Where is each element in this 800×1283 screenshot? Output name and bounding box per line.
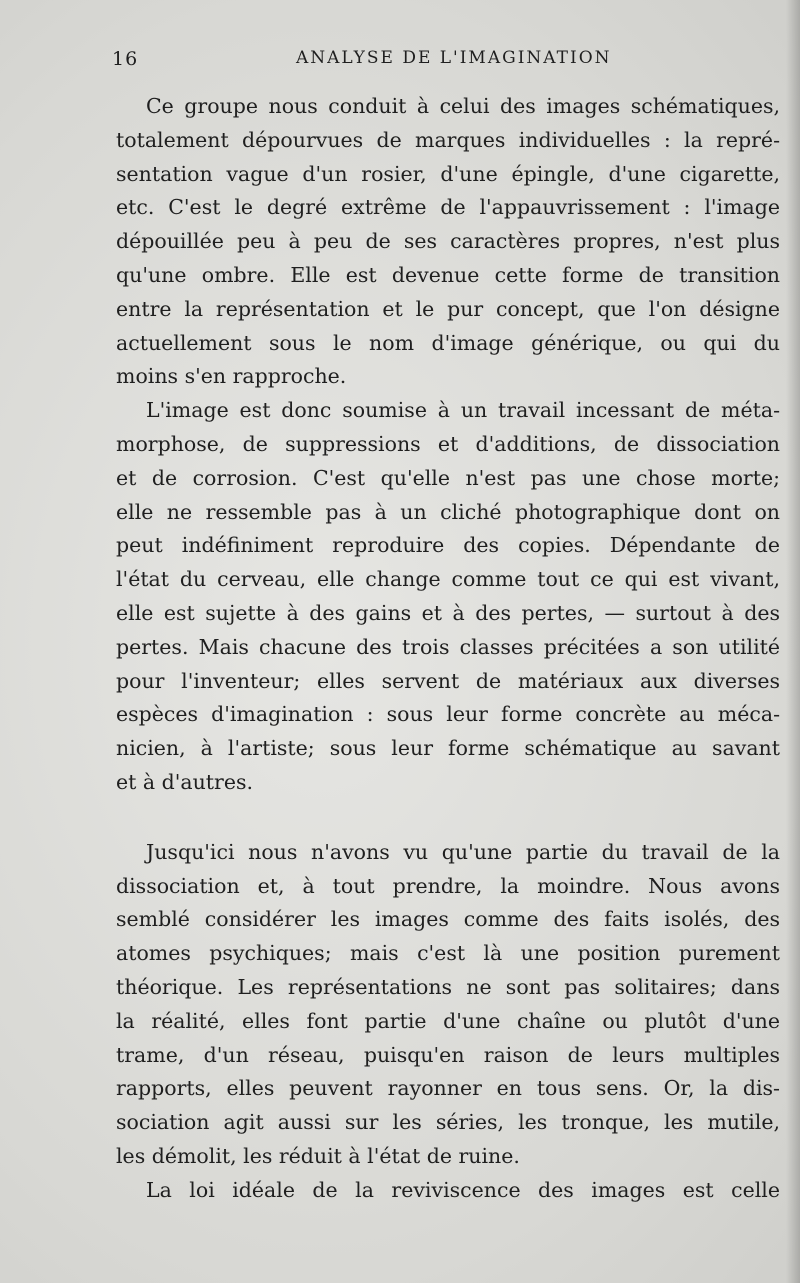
text-line: atomes psychiques; mais c'est là une position purement [116, 941, 780, 966]
text-line: qu'une ombre. Elle est devenue cette forme de transition [116, 262, 780, 287]
text-line: Ce groupe nous conduit à celui des images schématiques, [146, 94, 780, 118]
text-line: dissociation et, à tout prendre, la moindre. Nous avons [116, 873, 780, 898]
text-line: totalement dépourvues de marques individuelles : la repré- [116, 127, 780, 152]
paragraph [116, 1174, 780, 1208]
text-line: les démolit, les réduit à l'état de ruine. [116, 1143, 520, 1168]
text-line: entre la représentation et le pur concept, que l'on désigne [116, 296, 780, 321]
text-line: pertes. Mais chacune des trois classes précitées a son utilité [116, 634, 780, 659]
text-line: etc. C'est le degré extrême de l'appauvrissement : l'image [116, 195, 780, 220]
text-line: rapports, elles peuvent rayonner en tous sens. Or, la dis- [116, 1076, 780, 1101]
paragraph [116, 394, 780, 800]
paragraph [116, 90, 780, 394]
text-line: nicien, à l'artiste; sous leur forme schématique au savant [116, 736, 780, 761]
page-spine-shadow [786, 0, 800, 1283]
text-line: semblé considérer les images comme des faits isolés, des [116, 907, 780, 932]
text-line: espèces d'imagination : sous leur forme concrète au méca- [116, 702, 780, 727]
text-line: sociation agit aussi sur les séries, les tronque, les mutile, [116, 1110, 780, 1135]
text-line: pour l'inventeur; elles servent de matériaux aux diverses [116, 668, 780, 693]
page-number: 16 [112, 48, 139, 70]
text-line: elle est sujette à des gains et à des pertes, — surtout à des [116, 600, 780, 625]
text-line: morphose, de suppressions et d'additions, de dissociation [116, 431, 780, 456]
body-text [116, 90, 780, 1208]
section-break [116, 800, 780, 836]
text-line: sentation vague d'un rosier, d'une épingle, d'une cigarette, [116, 161, 780, 186]
text-line: et à d'autres. [116, 769, 254, 794]
running-title: ANALYSE DE L'IMAGINATION [296, 48, 612, 68]
text-line: l'état du cerveau, elle change comme tout ce qui est vivant, [116, 567, 780, 592]
text-line: peut indéfiniment reproduire des copies. Dépendante de [116, 533, 780, 558]
text-line: actuellement sous le nom d'image générique, ou qui du [116, 330, 780, 355]
text-line: elle ne ressemble pas à un cliché photographique dont on [116, 499, 780, 524]
text-line: Jusqu'ici nous n'avons vu qu'une partie du travail de la [146, 839, 780, 864]
paragraph [116, 836, 780, 1174]
page-header [112, 48, 782, 76]
text-line: La loi idéale de la reviviscence des images est celle [146, 1177, 780, 1202]
text-line: moins s'en rapproche. [116, 364, 347, 389]
text-line: la réalité, elles font partie d'une chaîne ou plutôt d'une [116, 1008, 780, 1033]
text-line: trame, d'un réseau, puisqu'en raison de leurs multiples [116, 1042, 780, 1067]
text-line: L'image est donc soumise à un travail incessant de méta- [146, 398, 780, 423]
text-line: dépouillée peu à peu de ses caractères propres, n'est plus [116, 229, 780, 254]
text-line: théorique. Les représentations ne sont pas solitaires; dans [116, 974, 780, 999]
text-line: et de corrosion. C'est qu'elle n'est pas une chose morte; [116, 465, 780, 490]
